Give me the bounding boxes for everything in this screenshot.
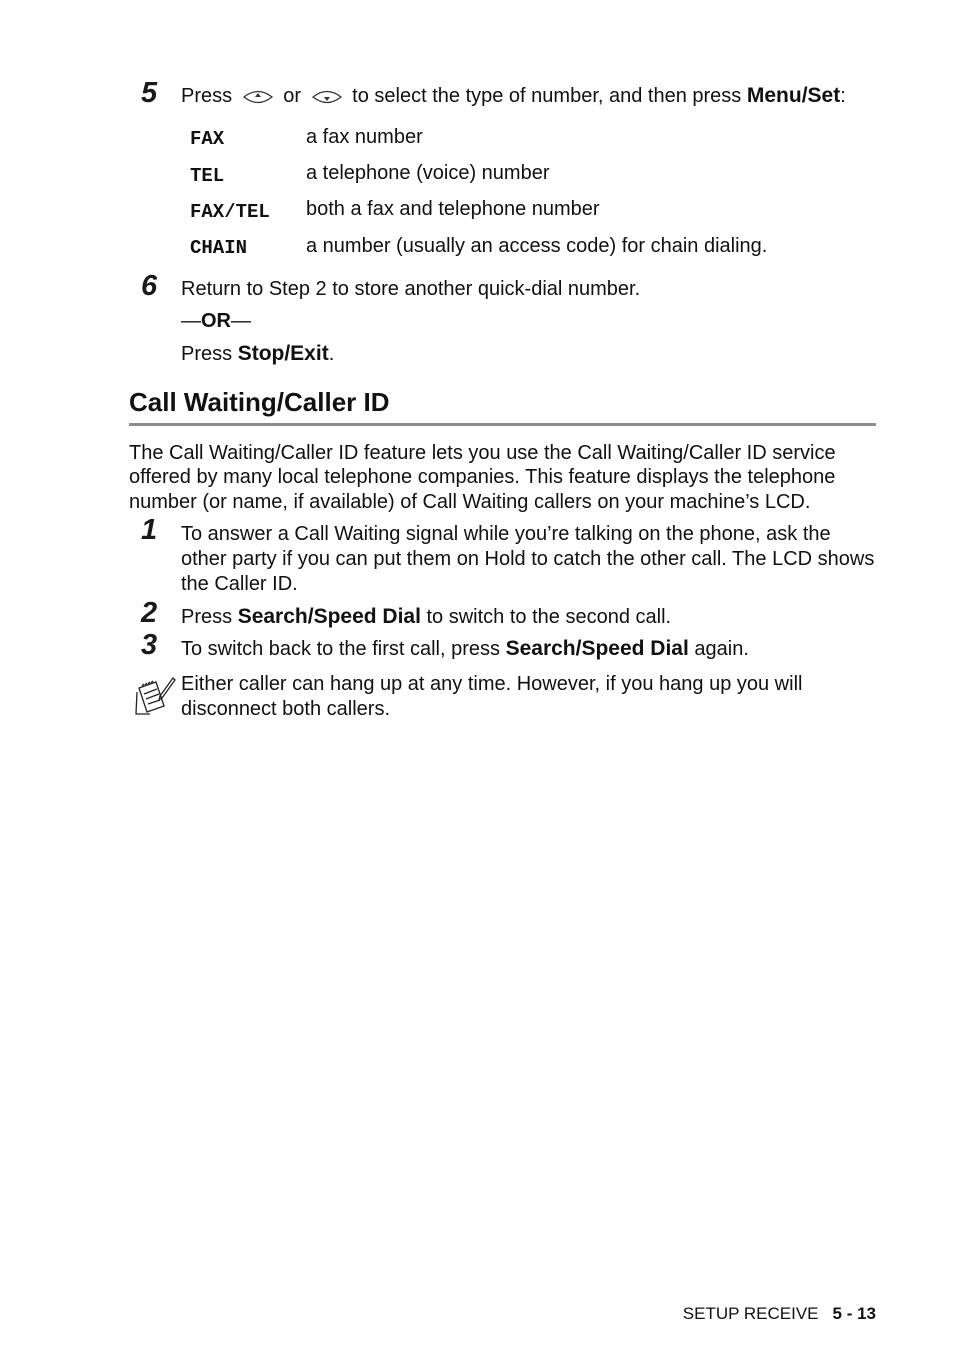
step-5-text [181,83,846,113]
type-code-fax: FAX [190,128,225,150]
step-5-rest: to select the type of number, and then press [352,85,742,107]
step-number-5: 5 [141,77,158,109]
step-6-press-line [181,341,334,367]
or-dash-left: — [181,310,201,332]
note-line-2: disconnect both callers. [181,698,391,720]
section-title: Call Waiting/Caller ID [129,387,390,417]
step-5-press: Press [181,85,233,107]
type-code-tel: TEL [190,165,225,187]
type-code-faxtel: FAX/TEL [190,201,270,223]
up-arrow-button-icon [242,88,274,113]
cw-step-number-1: 1 [141,514,158,546]
search-speed-dial-key-2: Search/Speed Dial [505,637,689,660]
intro-line-3: number (or name, if available) of Call Waiting callers on your machine’s LCD. [129,491,811,513]
step-6-press: Press [181,343,233,365]
note-line-1: Either caller can hang up at any time. However, if you hang up you will [181,673,803,695]
step-number-6: 6 [141,270,158,302]
section-divider [129,423,876,426]
step-6-period: . [328,343,335,365]
search-speed-dial-key: Search/Speed Dial [237,605,421,628]
cw-step-3-text [181,636,749,662]
cw-step-1-line-2: other party if you can put them on Hold to catch the other call. The LCD shows [181,548,875,570]
intro-line-1: The Call Waiting/Caller ID feature lets you use the Call Waiting/Caller ID service [129,442,836,464]
cw-step-number-3: 3 [141,629,158,661]
type-desc-chain: a number (usually an access code) for chain dialing. [306,235,768,257]
cw-step-3-before: To switch back to the first call, press [181,638,501,660]
page-number: 5 - 13 [832,1304,876,1323]
type-desc-faxtel: both a fax and telephone number [306,198,600,220]
or-separator [181,309,251,334]
step-5-or: or [283,85,302,107]
step-6-text: Return to Step 2 to store another quick-dial number. [181,278,641,300]
down-arrow-button-icon [311,88,343,113]
note-pad-icon [134,674,176,723]
intro-line-2: offered by many local telephone companies. This feature displays the telephone [129,466,836,488]
menu-set-key: Menu/Set [746,84,841,107]
cw-step-1-line-1: To answer a Call Waiting signal while you’re talking on the phone, ask the [181,523,831,545]
type-code-chain: CHAIN [190,237,248,259]
stop-exit-key: Stop/Exit [237,342,329,365]
footer-section: SETUP RECEIVE [682,1304,819,1323]
cw-step-2-after: to switch to the second call. [426,606,672,628]
cw-step-2-text [181,604,671,630]
type-desc-tel: a telephone (voice) number [306,162,550,184]
step-5-colon: : [840,85,846,107]
cw-step-1-line-3: the Caller ID. [181,573,298,595]
or-dash-right: — [231,310,251,332]
cw-step-number-2: 2 [141,597,158,629]
cw-step-2-before: Press [181,606,233,628]
type-desc-fax: a fax number [306,126,423,148]
cw-step-3-after: again. [694,638,749,660]
page-footer [683,1301,876,1326]
or-label: OR [201,310,231,332]
